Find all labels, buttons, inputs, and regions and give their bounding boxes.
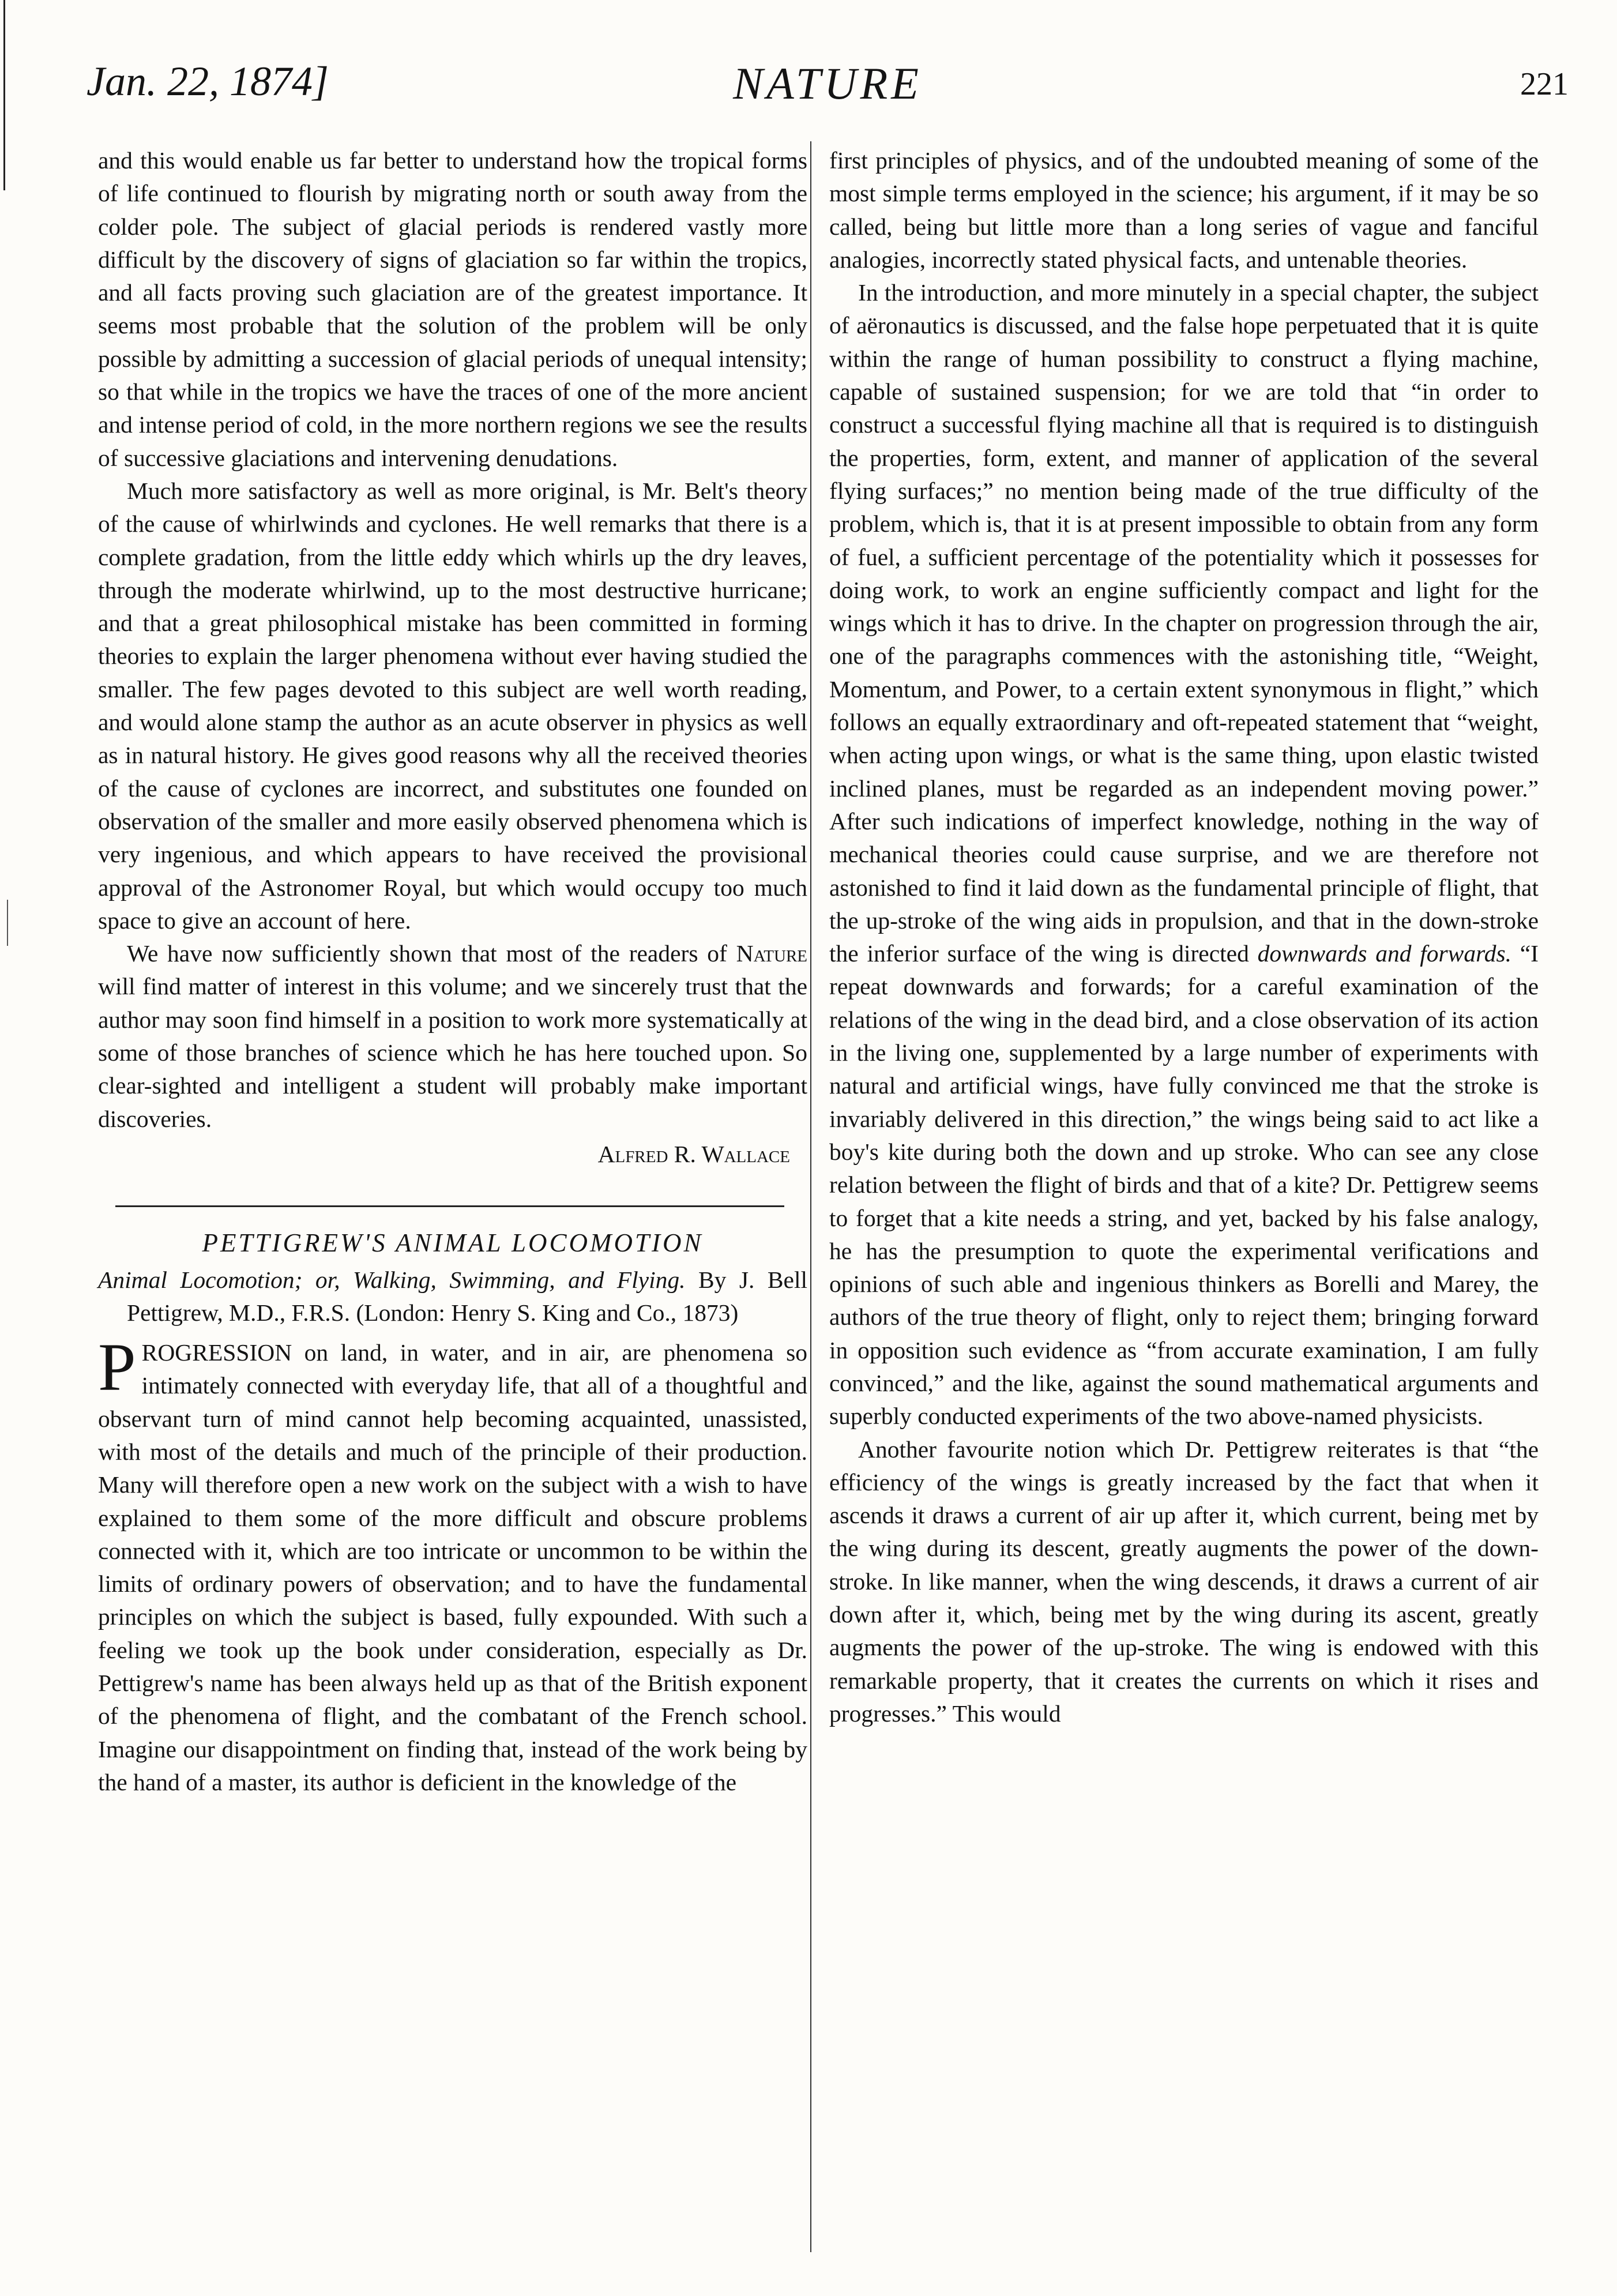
section-rule bbox=[115, 1205, 784, 1207]
book-details: By J. Bell Pettigrew, M.D., F.R.S. (London: Henry S. King and Co., 1873) bbox=[127, 1266, 808, 1326]
paragraph: In the introduction, and more minutely in a special chapter, the subject of aëronautics is discussed, and the false hope perpetuated that it is quite within the range of human possibility to construct a flying machine, capable of sustained suspension; for we are told that “in order to construct a successful flying machine all that is required is to distinguish the properties, form, extent, and manner of application of the several flying surfaces;” no mention being made of the true difficulty of the problem, which is, that it is at present impossible to obtain from any form of fuel, a sufficient percentage of the potentiality which it possesses for doing work, to work an engine sufficiently compact and light for the wings which it has to drive. In the chapter on progression through the air, one of the paragraphs commences with the astonishing title, “Weight, Momentum, and Power, to a certain extent synonymous in flight,” which follows an equally extraordinary and oft-repeated statement that “weight, when acting upon wings, or what is the same thing, upon elastic twisted inclined planes, must be regarded as an independent moving power.” After such indications of imperfect knowledge, nothing in the way of mechanical theories could cause surprise, and we are therefore not astonished to find it laid down as the fundamental principle of flight, that the up-stroke of the wing aids in propulsion, and that in the down-stroke the inferior surface of the wing is directed downwards and forwards. “I repeat downwards and forwards; for a careful examination of the relations of the wing in the dead bird, and a close observation of its action in the living one, supplemented by a large number of experiments with natural and artificial wings, have fully convinced me that the stroke is invariably delivered in this direction,” the wings being said to act like a boy's kite during both the down and up stroke. Who can see any close relation between the flight of birds and that of a kite? Dr. Pettigrew seems to forget that a kite needs a string, and yet, backed by his false analogy, he has the presumption to quote the experimental verifications and opinions of such able and ingenious thinkers as Borelli and Marey, the authors of the true theory of flight, only to reject them; bringing forward in opposition such evidence as “from accurate examination, I am fully convinced,” and the like, against the sound mathematical arguments and superbly conducted experiments of the two above-named physicists. bbox=[829, 279, 1539, 1430]
emphasis: downwards and forwards. bbox=[1257, 940, 1511, 967]
paragraph: first principles of physics, and of the undoubted meaning of some of the most simple terms employed in the science; his argument, if it may be so called, being but little more than a long series of vague and fanciful analogies, incorrectly stated physical facts, and untenable theories. bbox=[829, 147, 1539, 273]
author-signature: Alfred R. Wallace bbox=[597, 1140, 790, 1167]
right-column bbox=[829, 144, 1539, 1730]
left-column bbox=[98, 144, 807, 1799]
page-edge-mark bbox=[7, 900, 8, 946]
paragraph: and this would enable us far better to understand how the tropical forms of life continued to flourish by migrating north or south away from the colder pole. The subject of glacial periods is rendered vastly more difficult by the discovery of signs of glaciation so far within the tropics, and all facts proving such glaciation are of the greatest importance. It seems most probable that the solution of the problem will be only possible by admitting a succession of glacial periods of unequal intensity; so that while in the tropics we have the traces of one of the more ancient and intense period of cold, in the more northern regions we see the results of successive glaciations and intervening denudations. bbox=[98, 147, 807, 471]
article-title: PETTIGREW'S ANIMAL LOCOMOTION bbox=[202, 1228, 704, 1258]
book-citation bbox=[98, 1264, 807, 1330]
paragraph: Another favourite notion which Dr. Pettigrew reiterates is that “the efficiency of the wings is greatly increased by the fact that when it ascends it draws a current of air up after it, which current, being met by the wing during its descent, greatly augments the power of the down-stroke. In like manner, when the wing descends, it draws a current of air down after it, which, being met by the wing during its ascent, greatly augments the power of the up-stroke. The wing is endowed with this remarkable property, that it creates the currents on which it rises and progresses.” This would bbox=[829, 1436, 1539, 1727]
paragraph: PROGRESSION on land, in water, and in air, are phenomena so intimately connected with everyday life, that all of a thoughtful and observant turn of mind cannot help becoming acquainted, unassisted, with most of the details and much of the principle of their production. Many will therefore open a new work on the subject with a wish to have explained to them some of the more difficult and obscure problems connected with it, which are too intricate or uncommon to be within the limits of ordinary powers of observation; and to have the fundamental principles on which the subject is based, fully expounded. With such a feeling we took up the book under consideration, especially as Dr. Pettigrew's name has been always held up as that of the British exponent of the phenomena of flight, and the combatant of the French school. Imagine our disappointment on finding that, instead of the work being by the hand of a master, its author is deficient in the knowledge of the bbox=[98, 1329, 808, 1795]
journal-name: Nature bbox=[736, 940, 808, 967]
paragraph: We have now sufficiently shown that most of the readers of Nature will find matter of interest in this volume; and we sincerely trust that the author may soon find himself in a position to work more systematically at some of those branches of science which he has here touched upon. So clear-sighted and intelligent a student will probably make important discoveries. bbox=[98, 940, 808, 1132]
journal-title: NATURE bbox=[733, 58, 922, 108]
column-divider bbox=[810, 141, 811, 2252]
page-edge-mark bbox=[3, 0, 5, 190]
page-number: 221 bbox=[1520, 66, 1569, 102]
paragraph: Much more satisfactory as well as more original, is Mr. Belt's theory of the cause of whirlwinds and cyclones. He well remarks that there is a complete gradation, from the little eddy which whirls up the dry leaves, through the moderate whirlwind, up to the most destructive hurricane; and that a great philosophical mistake has been committed in forming theories to explain the larger phenomena without ever having studied the smaller. The few pages devoted to this subject are well worth reading, and would alone stamp the author as an acute observer in physics as well as in natural history. He gives good reasons why all the received theories of the cause of cyclones are incorrect, and substitutes one founded on observation of the smaller and more easily observed phenomena which is very ingenious, and which appears to have received the provisional approval of the Astronomer Royal, but which would occupy too much space to give an account of here. bbox=[98, 477, 807, 934]
page-header bbox=[87, 58, 1569, 121]
book-title: Animal Locomotion; or, Walking, Swimming, and Flying. bbox=[98, 1266, 686, 1293]
issue-date: Jan. 22, 1874] bbox=[87, 58, 329, 104]
drop-cap: P bbox=[98, 1329, 136, 1406]
